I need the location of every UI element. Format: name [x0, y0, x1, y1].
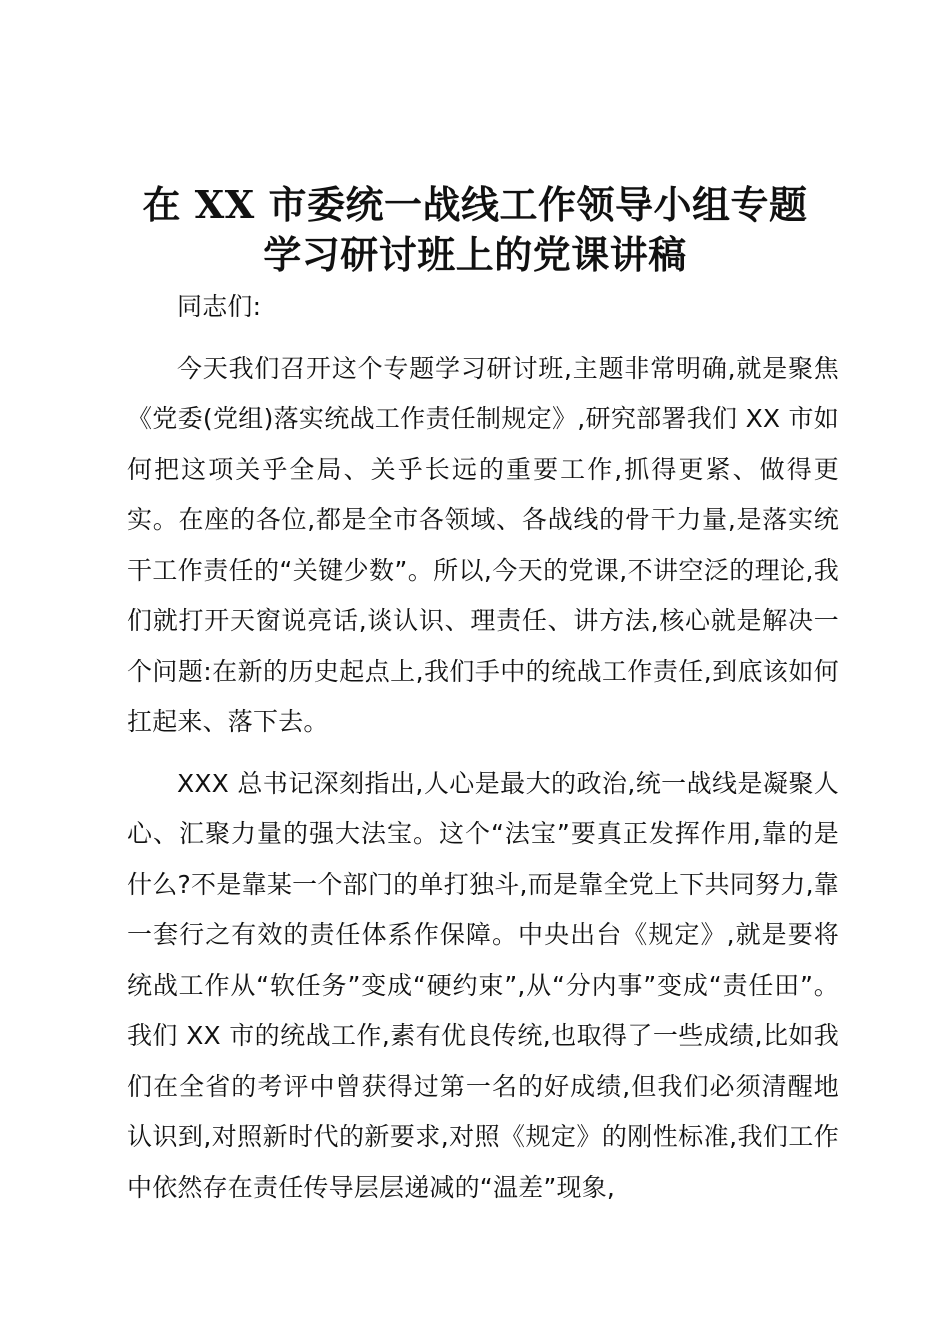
document-body [127, 282, 839, 1213]
title-line-2: 学习研讨班上的党课讲稿 [263, 232, 687, 277]
title-line-1: 在 XX 市委统一战线工作领导小组专题 [142, 182, 808, 227]
salutation: 同志们: [177, 292, 262, 321]
paragraph-1: 今天我们召开这个专题学习研讨班,主题非常明确,就是聚焦《党委(党组)落实统战工作责任制规定》,研究部署我们 XX 市如何把这项关乎全局、关乎长远的重要工作,抓得更紧、做得更实。在座的各位,都是全市各领域、各战线的骨干力量,是落实统干工作责任的“关键少数”。所以,今天的党课,不讲空泛的理论,我们就打开天窗说亮话,谈认识、理责任、讲方法,核心就是解决一个问题:在新的历史起点上,我们手中的统战工作责任,到底该如何扛起来、落下去。 [127, 353, 839, 736]
paragraph-2: XXX 总书记深刻指出,人心是最大的政治,统一战线是凝聚人心、汇聚力量的强大法宝。这个“法宝”要真正发挥作用,靠的是什么?不是靠某一个部门的单打独斗,而是靠全党上下共同努力,靠一套行之有效的责任体系作保障。中央出台《规定》,就是要将统战工作从“软任务”变成“硬约束”,从“分内事”变成“责任田”。我们 XX 市的统战工作,素有优良传统,也取得了一些成绩,比如我们在全省的考评中曾获得过第一名的好成绩,但我们必须清醒地认识到,对照新时代的新要求,对照《规定》的刚性标准,我们工作中依然存在责任传导层层递减的“温差”现象, [127, 768, 839, 1202]
document-title [110, 180, 840, 280]
